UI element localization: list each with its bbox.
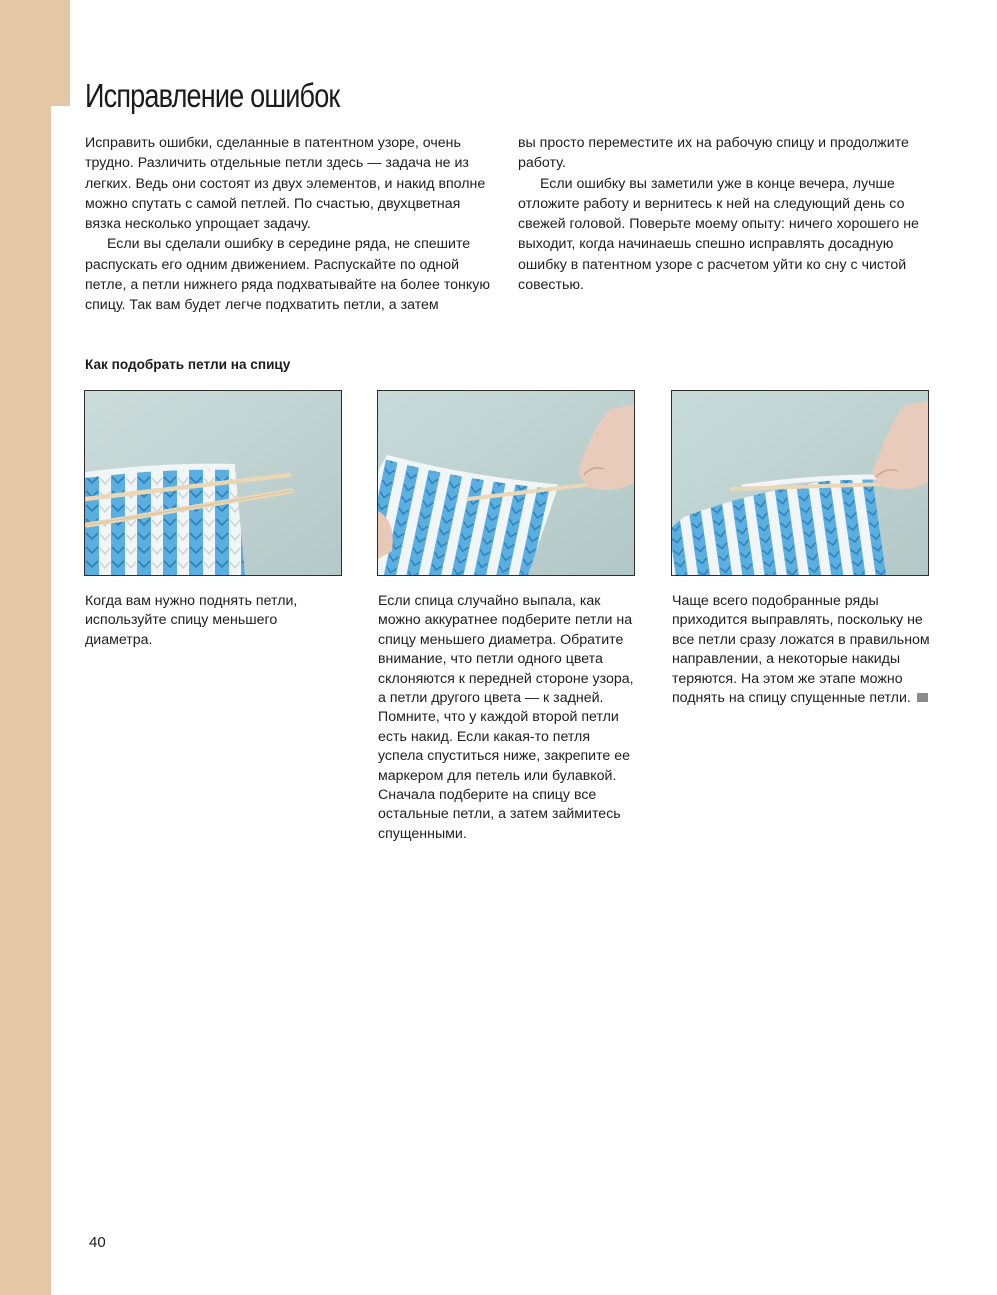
knitting-fingers-photo: [671, 390, 929, 576]
body-column-left: [85, 133, 495, 316]
page-title: Исправление ошибок: [85, 77, 340, 114]
body-paragraph: Если вы сделали ошибку в середине ряда, не спешите распускать его одним движением. Распускайте по одной петле, а петли нижнего ряда подхватывайте на более тонкую спицу. Так вам будет легче подхватить петли, а затем: [85, 236, 490, 314]
chapter-tab: [51, 0, 70, 106]
photo-caption: Если спица случайно выпала, как можно аккуратнее подберите петли на спицу меньшего диаметра. Обратите внимание, что петли одного цвета склоняются к передней стороне узора, а петли другого цвета — к задней. Помните, что у каждой второй петли есть накид. Если какая-то петля успела спуститься ниже, закрепите ее маркером для петель или булавкой. Сначала подберите на спицу все остальные петли, а затем займитесь спущенными.: [378, 593, 634, 842]
knitting-fingers-photo: [377, 390, 635, 576]
body-column-right: [518, 133, 928, 295]
body-paragraph: Исправить ошибки, сделанные в патентном узоре, очень трудно. Различить отдельные петли здесь — задача не из легких. Ведь они состоят из двух элементов, и накид вполне можно спутать с самой петлей. По счастью, двухцветная вязка несколько упрощает задачу.: [85, 135, 486, 233]
body-paragraph: Если ошибку вы заметили уже в конце вечера, лучше отложите работу и вернитесь к ней на следующий день со свежей головой. Поверьте моему опыту: ничего хорошего не выходит, когда начинаешь спешно исправлять досадную ошибку в патентном узоре с расчетом уйти ко сну с чистой совестью.: [518, 175, 919, 294]
body-paragraph: вы просто переместите их на рабочую спицу и продолжите работу.: [518, 135, 909, 172]
side-color-band: [0, 0, 51, 1295]
photo-caption: [672, 592, 930, 708]
knitting-needles-photo: [84, 390, 342, 576]
section-subheading: Как подобрать петли на спицу: [85, 357, 291, 372]
photo-caption-text: Чаще всего подобранные ряды приходится выправлять, поскольку не все петли сразу ложатся в правильном направлении, а некоторые накиды теряются. На этом же этапе можно поднять на спицу спущенные петли.: [672, 593, 930, 707]
end-square-icon: [917, 693, 928, 702]
page-number: 40: [89, 1234, 106, 1251]
photo-caption: Когда вам нужно поднять петли, используйте спицу меньшего диаметра.: [85, 593, 298, 648]
